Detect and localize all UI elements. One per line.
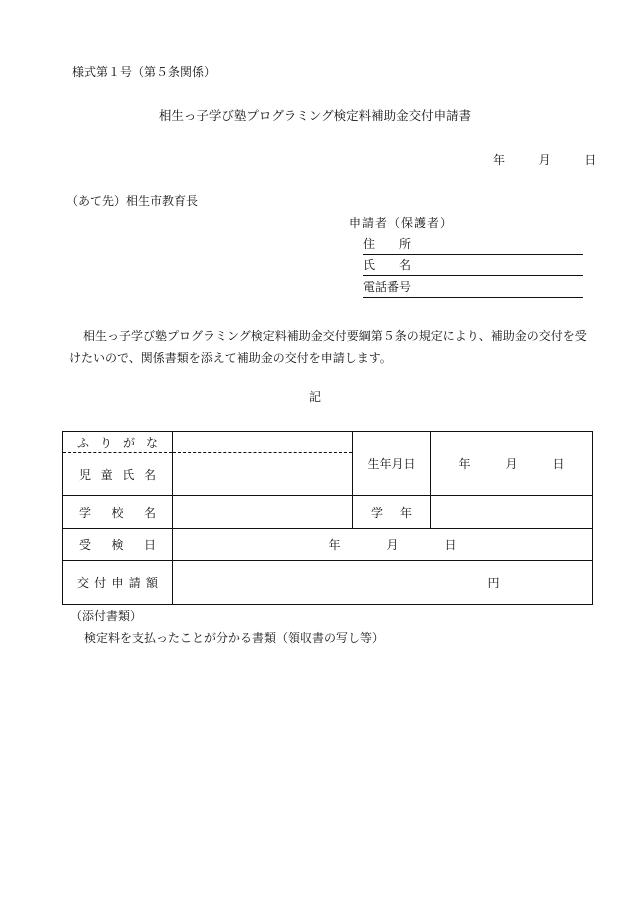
application-table (62, 431, 593, 605)
date-month: 月 (538, 153, 551, 167)
ki-heading: 記 (308, 390, 321, 404)
phone-field[interactable] (363, 281, 583, 298)
amount-label: 交付申請額 (63, 561, 173, 605)
child-name-input[interactable] (173, 453, 353, 496)
address-label: 住 所 (363, 237, 412, 251)
attachments-heading: （添付書類） (70, 609, 143, 623)
exam-date-label: 受検日 (63, 529, 173, 561)
amount-input[interactable] (173, 561, 593, 605)
grade-label: 学年 (353, 496, 431, 529)
form-number: 様式第１号（第５条関係） (72, 65, 217, 79)
exam-day: 日 (444, 538, 457, 552)
exam-year: 年 (328, 538, 341, 552)
birthdate-year: 年 (458, 457, 471, 471)
birthdate-day: 日 (552, 457, 565, 471)
birthdate-label: 生年月日 (353, 432, 431, 496)
address-field[interactable] (363, 238, 583, 255)
exam-month: 月 (386, 538, 399, 552)
phone-label: 電話番号 (363, 280, 412, 294)
body-text: 相生っ子学び塾プログラミング検定料補助金交付要綱第５条の規定により、補助金の交付を受けたいので、関係書類を添えて補助金の交付を申請します。 (69, 329, 587, 365)
birthdate-input[interactable] (431, 432, 593, 496)
amount-unit: 円 (487, 576, 500, 590)
name-field[interactable] (363, 259, 583, 276)
school-label: 学校名 (63, 496, 173, 529)
furigana-label: ふりがな (63, 432, 173, 453)
exam-date-input[interactable] (173, 529, 593, 561)
furigana-input[interactable] (173, 432, 353, 453)
date-day: 日 (584, 153, 597, 167)
child-name-label: 児童氏名 (63, 453, 173, 496)
application-date (493, 154, 596, 166)
attachment-item: 検定料を支払ったことが分かる書類（領収書の写し等） (84, 631, 385, 645)
date-year: 年 (493, 153, 506, 167)
recipient: （あて先）相生市教育長 (66, 194, 199, 208)
school-input[interactable] (173, 496, 353, 529)
document-title: 相生っ子学び塾プログラミング検定料補助金交付申請書 (158, 108, 472, 123)
applicant-header: 申請者（保護者） (349, 216, 454, 230)
birthdate-month: 月 (505, 457, 518, 471)
grade-input[interactable] (431, 496, 593, 529)
name-label: 氏 名 (363, 258, 412, 272)
